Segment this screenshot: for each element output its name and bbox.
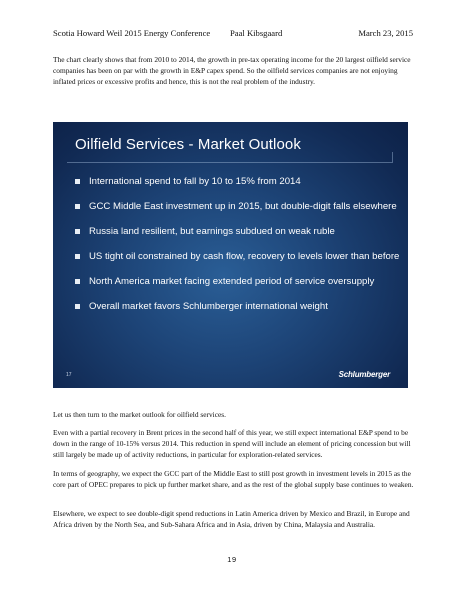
slide-bullet-text: International spend to fall by 10 to 15% from 2014 [89, 176, 301, 187]
slide-number: 17 [66, 372, 72, 378]
bullet-square-icon [75, 229, 80, 234]
page-number: 19 [227, 555, 237, 564]
slide-bullet-list [75, 176, 400, 326]
slide-image [53, 122, 408, 388]
slide-title: Oilfield Services - Market Outlook [75, 136, 301, 153]
body-paragraph-3: In terms of geography, we expect the GCC part of the Middle East to still post growth in investment levels in 2015 as the core part of OPEC prepares to pick up further market share, and as the rest of the global supply base continues to weaken. [53, 469, 414, 489]
slide-bullet-text: Overall market favors Schlumberger international weight [89, 301, 328, 312]
bullet-square-icon [75, 304, 80, 309]
body-paragraph-1: Let us then turn to the market outlook for oilfield services. [53, 410, 227, 419]
slide-bullet [75, 201, 395, 226]
bullet-square-icon [75, 179, 80, 184]
bullet-square-icon [75, 204, 80, 209]
slide-bullet-text: US tight oil constrained by cash flow, recovery to levels lower than before [89, 251, 400, 262]
page-header [53, 28, 413, 40]
bullet-square-icon [75, 279, 80, 284]
slide-bullet [75, 251, 400, 276]
slide-bullet [75, 276, 395, 301]
slide-divider-end [392, 152, 393, 163]
bullet-square-icon [75, 254, 80, 259]
slide-bullet [75, 226, 395, 251]
body-paragraph-4: Elsewhere, we expect to see double-digit spend reductions in Latin America driven by Mexico and Brazil, in Europe and Africa driven by the North Sea, and Sub-Sahara Africa and in Asia, driven by China, Malaysia and Australia. [53, 509, 410, 529]
slide-bullet [75, 301, 395, 326]
slide-divider [67, 162, 392, 163]
header-conference: Scotia Howard Weil 2015 Energy Conference [53, 28, 211, 38]
slide-bullet-text: GCC Middle East investment up in 2015, but double-digit falls elsewhere [89, 201, 397, 212]
slide-bullet-text: Russia land resilient, but earnings subdued on weak ruble [89, 226, 335, 237]
slide-bullet [75, 176, 395, 201]
body-paragraph-2: Even with a partial recovery in Brent prices in the second half of this year, we still expect international E&P spend to be down in the range of 10-15% versus 2014. This reduction in spend will include an element of pricing concession but will still largely be made up of activity reductions, in particular for exploration-related services. [53, 428, 411, 459]
schlumberger-logo: Schlumberger [338, 370, 390, 379]
slide-bullet-text: North America market facing extended period of service oversupply [89, 276, 375, 287]
header-date: March 23, 2015 [358, 28, 413, 38]
header-speaker: Paal Kibsgaard [230, 28, 283, 38]
intro-paragraph: The chart clearly shows that from 2010 to 2014, the growth in pre-tax operating income for the 20 largest oilfield service companies has been on par with the growth in E&P capex spend. So the oilfield services companies are not enjoying inflated prices or excessive profits and hence, this is not the real problem of the industry. [53, 55, 411, 86]
